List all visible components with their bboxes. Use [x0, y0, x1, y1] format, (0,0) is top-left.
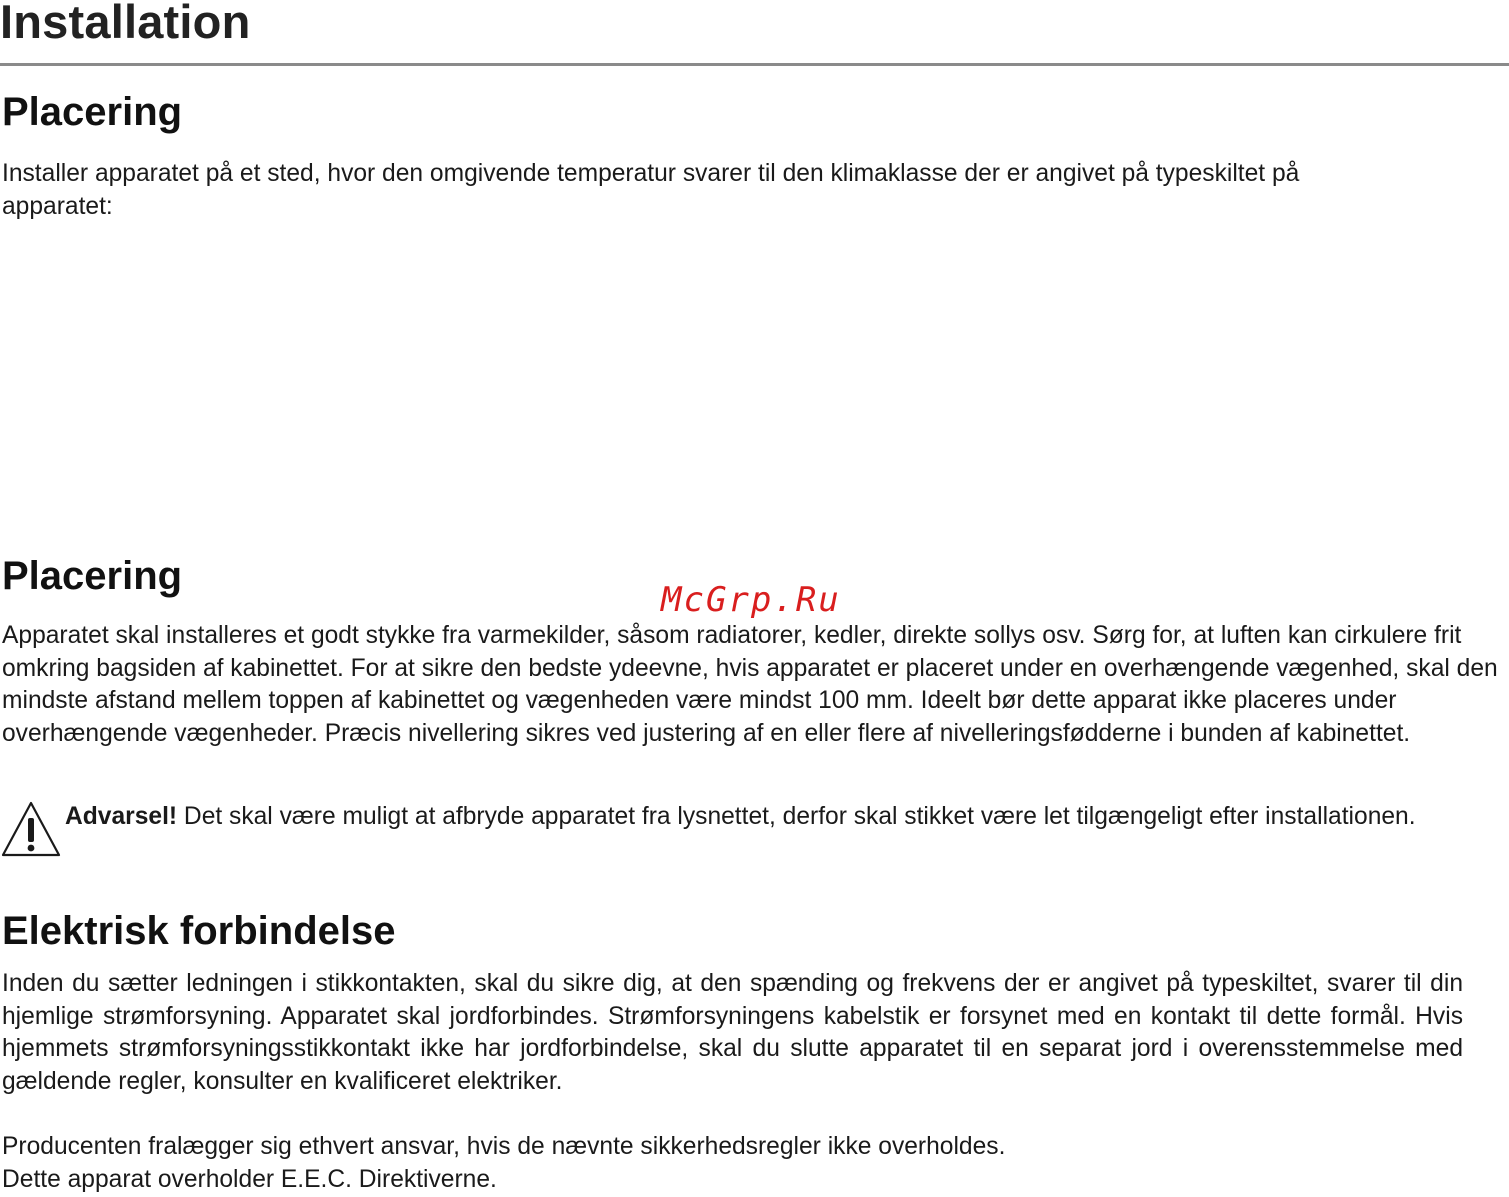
section-body-placering-2: Apparatet skal installeres et godt stykke fra varmekilder, såsom radiatorer, kedler, direkte sollys osv. Sørg for, at luften kan cirkulere frit omkring bagsiden af kabinettet. For at sikre den bedste ydeevne, hvis apparatet er placeret under en overhængende vægenhed, skal den mindste afstand mellem toppen af kabinettet og vægenheden være mindst 100 mm. Ideelt bør dette apparat ikke placeres under overhængende vægenheder. Præcis nivellering sikres ved justering af en eller flere af nivelleringsfødderne i bunden af kabinettet. [2, 622, 1498, 747]
section-heading-placering-2: Placering [2, 554, 183, 598]
warning-text: Det skal være muligt at afbryde apparatet fra lysnettet, derfor skal stikket være let tilgængeligt efter installationen. [177, 803, 1416, 830]
warning-label: Advarsel! [65, 803, 178, 830]
disclaimer-line: Producenten fralægger sig ethvert ansvar, hvis de nævnte sikkerhedsregler ikke overholdes. [2, 1133, 1006, 1160]
compliance-line: Dette apparat overholder E.E.C. Direktiverne. [2, 1166, 497, 1193]
watermark: McGrp.Ru [661, 580, 841, 620]
title-divider [0, 63, 1509, 66]
section-heading-elektrisk: Elektrisk forbindelse [2, 909, 396, 953]
section-body-elektrisk: Inden du sætter ledningen i stikkontakten, skal du sikre dig, at den spænding og frekvens der er angivet på typeskiltet, svarer til din hjemlige strømforsyning. Apparatet skal jordforbindes. Strømforsyningens kabelstik er forsynet med en kontakt til dette formål. Hvis hjemmets strømforsyningsstikkontakt ikke har jordforbindelse, skal du slutte apparatet til en separat jord i overensstemmelse med gældende regler, konsulter en kvalificeret elektriker. [2, 970, 1463, 1095]
page-title: Installation [0, 0, 251, 48]
warning-triangle-icon [0, 798, 62, 860]
section-body-placering-1: Installer apparatet på et sted, hvor den omgivende temperatur svarer til den klimaklasse der er angivet på typeskiltet på apparatet: [2, 160, 1300, 220]
section-heading-placering-1: Placering [2, 90, 183, 134]
warning-message [65, 801, 1495, 834]
